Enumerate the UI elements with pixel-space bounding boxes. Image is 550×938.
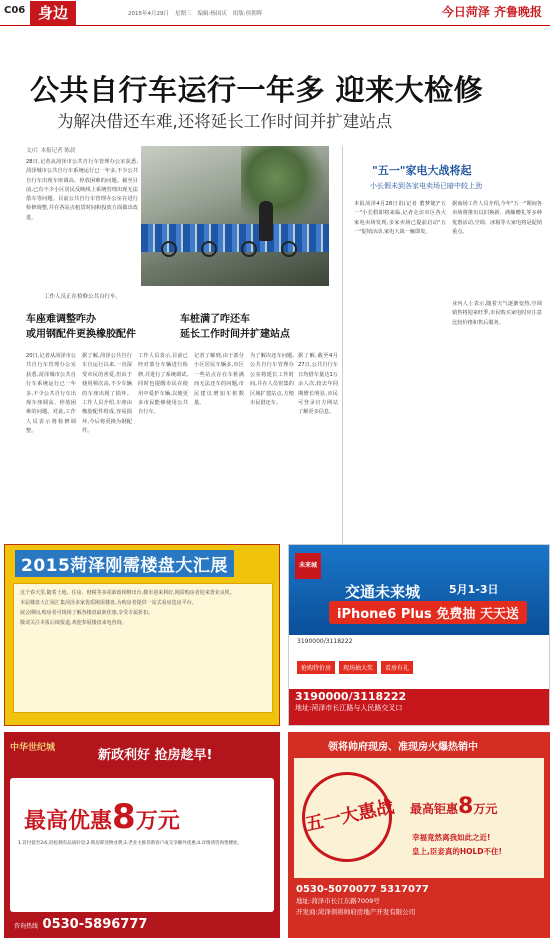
ad-footer-phone: 3190000/3118222: [295, 690, 407, 703]
ad-footer: [289, 689, 550, 726]
subheading-seat: [26, 312, 136, 342]
ad-title: 领将帅府现房、准现房火爆热销中: [328, 742, 478, 753]
subheading-seat-line1: 车座难调整咋办: [26, 314, 96, 325]
discount-prefix: 最高优惠: [24, 809, 113, 834]
photo-trees: [241, 146, 329, 226]
article-headline: 公共自行车运行一年多 迎来大检修: [30, 73, 484, 107]
discount-amount: 8: [112, 797, 136, 837]
ad-phone: 0530-5070077 5317077: [296, 884, 429, 895]
photo-worker: [259, 201, 273, 241]
article-lede: 28日,记者从菏泽市公共自行车管理办公室获悉,菏泽城市公共自行车系统运行已一年多,不少公共自行车出现车座调高、停放困难的问题。截至目前,已有不少小区居民反映线上系统管理出现无法借车等问题。目前公共自行车管理办公室在进行检修调整,并在各站点租赁时间和投放方面做出改进。: [26, 159, 138, 221]
ad-tag: 抢购特价房: [297, 661, 335, 674]
discount-amount: 8: [458, 794, 474, 819]
brand-logo: 中华世纪城: [10, 743, 56, 753]
ad-notes: 1.首付低至2成,轻松拥有品质好房;2.购房即送物业费;3.老业主推荐新客户成交享额外优惠;4.详情请咨询售楼处。: [18, 841, 243, 846]
side-story-column: 业内人士表示,随着天气逐渐变热,空调销售将迎来旺季,市民购买家电时应注意比较价格和售后服务。: [452, 301, 542, 326]
article-column: 据了解,菏泽公共自行车自运行以来,一直深受市民的喜爱,但由于使用频次高,不少车辆的车座出现了损坏。工作人员介绍,车座由橡胶配件组成,容易损坏,今后将更换为钢配件。: [82, 353, 132, 435]
ad-address: 地址:菏泽市长江东路7009号: [296, 897, 380, 905]
subheading-seat-line2: 或用钢配件更换橡胶配件: [26, 329, 136, 340]
article-column: 20日,记者从菏泽市公共自行车管理办公室获悉,菏泽城市公共自行车系统运行已一年多,不少公共自行车出现车座调高、停放困难的问题。对此,工作人员表示将检修调整。: [26, 353, 76, 435]
ad-title: 交通未来城: [345, 583, 421, 601]
phone-number: 0530-5896777: [42, 917, 148, 932]
article-byline: 文/片 本报记者 陈晨: [26, 148, 76, 154]
ad-tagline: 皇上,臣妾真的HOLD不住!: [412, 847, 502, 856]
subheading-dock-line2: 延长工作时间并扩建站点: [180, 329, 290, 340]
ad-paragraph: 展会期间,购房者可现场了解各楼盘最新优惠,享受专属折扣。: [20, 610, 154, 616]
column-divider: [342, 146, 343, 544]
side-story-column: 本报菏泽4月28日讯(记者 董梦婕)"五一"小长假即将来临,记者走访市区各大家电卖场发现,多家卖场已提前启动"五一"促销活动,家电大战一触即发。: [354, 201, 446, 236]
masthead-logo: 今日菏泽 齐鲁晚报: [441, 5, 542, 19]
photo-wheel: [281, 241, 297, 257]
article-column: 工作人员表示,目前已经对部分车辆进行检修,并进行了系统调试,同时也提醒市民在使用中爱护车辆,以便更多市民能够使用公共自行车。: [138, 353, 188, 416]
editor: 编辑:杨国庆: [197, 11, 227, 17]
general-mansion-ad[interactable]: [288, 732, 550, 938]
side-story-column: 据商场工作人员介绍,今年"五一"期间各卖场将推出以旧换新、满额赠礼等多种优惠活动,空调、冰箱等大家电将是促销重点。: [452, 201, 542, 236]
ad-phone-line: 3190000/3118222: [297, 638, 353, 645]
discount-headline: [410, 794, 497, 819]
subheading-dock-line1: 车桩满了咋还车: [180, 314, 250, 325]
ad-date: 5月1-3日: [449, 583, 499, 596]
discount-headline: [24, 797, 180, 837]
phone-label: 咨询热线: [14, 923, 39, 930]
ad-paragraph: 敬请关注本报后续报道,欢迎参展楼盘来电咨询。: [20, 620, 127, 626]
ad-tags: [297, 661, 413, 674]
future-city-ad[interactable]: [288, 544, 550, 726]
photo-wheel: [201, 241, 217, 257]
side-story-subtitle: 小长假未到各家电卖场已暗中较上劲: [370, 182, 482, 190]
ad-paragraph: 这个春天里,随着土地、住房、财税等多项新政相继出台,楼市迎来利好,刚需购房者迎来置业良机。: [20, 590, 235, 596]
article-column: 记者了解到,由于部分小区居民车辆多,市区一些站点存在车桩满而无法还车的问题,市民建议增加车桩数量。: [194, 353, 244, 407]
photo-wheel: [161, 241, 177, 257]
photo-wheel: [241, 241, 257, 257]
article-column: 为了解决还车问题,公共自行车管理办公室将延长工作时间,并在人员密集的区域扩建站点,方便市民借还车。: [250, 353, 294, 407]
ad-body: [13, 583, 273, 713]
article-subhead: 为解决借还车难,还将延长工作时间并扩建站点: [57, 112, 393, 131]
ad-tag: 现场抽大奖: [339, 661, 377, 674]
header-meta: [128, 9, 262, 17]
discount-unit: 万元: [473, 802, 498, 816]
ad-contact: [296, 884, 542, 918]
discount-prefix: 最高钜惠: [410, 802, 459, 816]
page-number: C06: [4, 5, 26, 16]
photo-caption: 工作人员正在检修公共自行车。: [44, 294, 122, 300]
ad-footer-address: 地址:菏泽市长江路与人民路交叉口: [295, 704, 403, 712]
side-story-title: "五一"家电大战将起: [372, 164, 472, 177]
housing-expo-ad[interactable]: [4, 544, 280, 726]
stamp-graphic: 五一大惠战: [294, 764, 401, 871]
discount-unit: 万元: [135, 809, 180, 834]
ad-slogan: 新政利好 抢房趁早!: [98, 748, 213, 763]
article-column: 据了解,截至4月27日,公共自行车日均借车量达1万余人次,较去年同期增长明显,市民可登录官方网站了解更多信息。: [298, 353, 338, 416]
weekday: 星期三: [175, 11, 192, 17]
proofreader: 组版:侯朝晖: [232, 11, 263, 17]
brand-logo: 未来城: [295, 553, 321, 579]
century-city-ad[interactable]: [4, 732, 280, 938]
ad-title: 2015菏泽刚需楼盘大汇展: [15, 550, 234, 577]
page-header: [0, 0, 550, 26]
ad-tag: 看房有礼: [381, 661, 413, 674]
bicycle-photo: [141, 146, 329, 286]
issue-date: 2015年4月29日: [128, 11, 169, 17]
ad-tagline: 幸福竟然离我如此之近!: [412, 833, 491, 842]
ad-developer: 开发商:菏泽领将帅府房地产开发有限公司: [296, 908, 416, 916]
section-label: 身边: [30, 1, 76, 25]
ad-phone: [14, 917, 147, 932]
ad-paragraph: 本届楼盘大汇展汇集菏泽多家优质刚需楼盘,为购房者提供一站式看房选房平台。: [20, 600, 197, 606]
iphone-promo: iPhone6 Plus 免费抽 天天送: [329, 601, 527, 624]
subheading-dock: [180, 312, 290, 342]
